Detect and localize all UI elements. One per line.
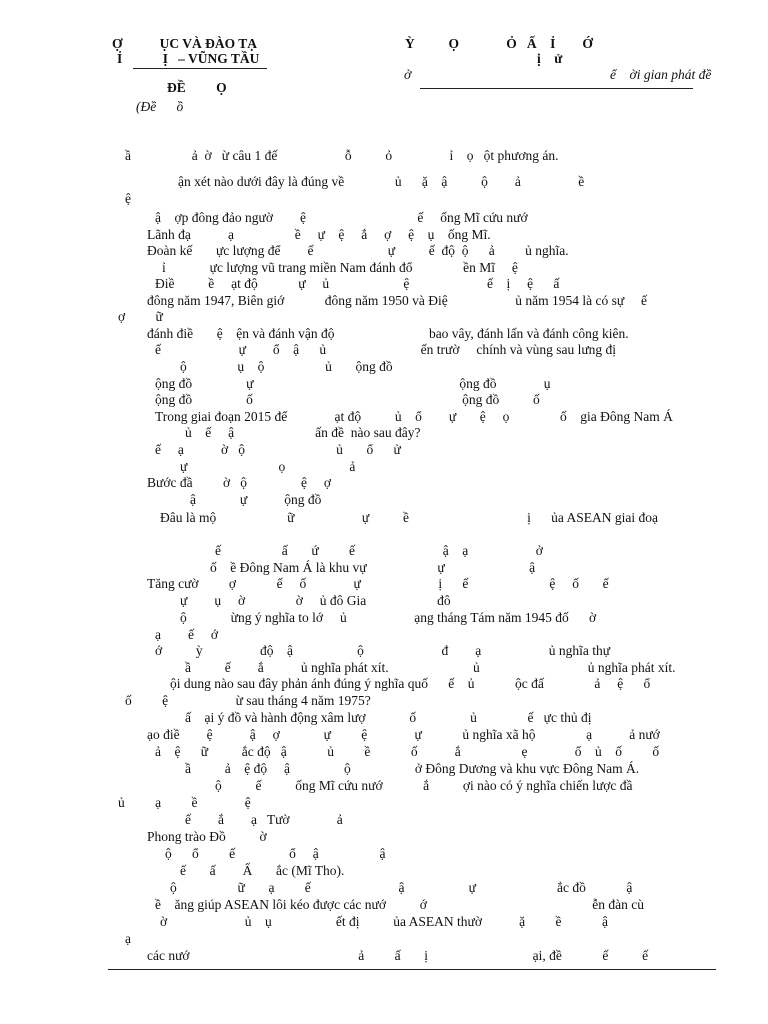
text-line: ế ắ ạ Tườ ả	[185, 812, 343, 827]
time-note: ể ời gian phát đề	[610, 67, 712, 82]
text-line: ạo điề ệ ậ ợ ự ệ ự ủ nghĩa xã hộ ạ ả nướ	[147, 727, 660, 742]
text-line: đánh điề ệ ện và đánh vận độ bao vây, đánh lấn và đánh công kiên.	[147, 326, 629, 341]
text-line: ộ ừng ý nghĩa to lớ ủ ạng tháng Tám năm 1945 đố ờ	[180, 610, 597, 625]
header-right-underline	[420, 88, 693, 89]
subject-name: ị ử	[537, 51, 563, 66]
text-line: ộng đồ ố ộng đồ ố	[155, 392, 540, 407]
text-line: ỉ ực lượng vũ trang miền Nam đánh đổ ền Mĩ ệ	[162, 260, 518, 275]
text-line: ờ ủ ụ ết đị ủa ASEAN thườ ặ ề ậ	[160, 914, 608, 929]
text-line: ự ụ ờ ờ ủ đô Gia đô	[180, 593, 451, 608]
text-line: Đoàn kế ực lượng để ế ự ế độ ộ ả ủ nghĩa.	[147, 243, 569, 258]
text-line: ộ ổ ế ổ ậ ậ	[165, 846, 386, 861]
text-line: Bước đầ ờ ộ ệ ợ	[147, 475, 331, 490]
text-line: ộ ụ ộ ủ ộng đồ	[180, 359, 393, 374]
text-line: ầ ả ệ độ ậ ộ ở Đông Dương và khu vực Đông Nam Á.	[185, 761, 640, 776]
text-line: ạ ế ớ	[155, 627, 218, 642]
header-left-underline	[133, 68, 267, 69]
text-line: ộ ế ống Mĩ cứu nướ ắ ợi nào có ý nghĩa chiến lược đầ	[215, 778, 633, 793]
text-line: ế ấ ứ ế ậ ạ ở	[215, 543, 543, 558]
text-line: ầ ả ờ ừ câu 1 đế ỗ ỏ ỉ ọ ột phương án.	[125, 148, 559, 163]
text-line: ội dung nào sau đây phản ánh đúng ý nghĩa quố ế ủ ộc đấ ả ệ ổ	[170, 676, 651, 691]
text-line: ận xét nào dưới đây là đúng về ủ ặ ậ ộ ả ề	[178, 174, 585, 189]
text-line: ấ ại ý đồ và hành động xâm lượ ố ủ ế ực thủ đị	[185, 710, 592, 725]
text-line: ế ấ Ấ ắc (Mĩ Tho).	[180, 863, 345, 878]
text-line: Đâu là mộ ữ ự ề ị ủa ASEAN giai đoạ	[160, 510, 658, 525]
text-line: ế ự ổ ậ ủ ến trườ chính và vùng sau lưng đị	[155, 342, 617, 357]
text-line: Tăng cườ ợ ế ố ự ị ế ệ ố ế	[147, 576, 609, 591]
text-line: Phong trào Đồ ờ	[147, 829, 267, 844]
text-line: ậ ự ộng đồ	[190, 492, 322, 507]
text-line: đông năm 1947, Biên giớ đông năm 1950 và Điệ ủ năm 1954 là có sự ế	[147, 293, 648, 308]
text-line: Điề ề ạt độ ự ủ ệ ế ị ệ ấ	[155, 276, 560, 291]
text-line: Lãnh đạ ạ ề ự ệ ắ ợ ệ ụ ống Mĩ.	[147, 227, 491, 242]
text-line: ề ăng giúp ASEAN lôi kéo được các nướ ớ ễn đàn cù	[155, 897, 644, 912]
footer-rule	[108, 969, 716, 970]
time-label: ở	[404, 67, 412, 82]
text-line: ạ	[125, 931, 131, 946]
text-line: ế ạ ờ ộ ủ ổ ử	[155, 442, 401, 457]
text-line: ố ề Đông Nam Á là khu vự ự ậ	[210, 560, 536, 575]
text-line: các nướ ả ấ ị ại, đề ế ế	[147, 948, 649, 963]
text-line: ậ ợp đông đảo ngườ ệ ế ống Mĩ cứu nướ	[155, 210, 528, 225]
text-line: ầ ế ắ ủ nghĩa phát xít. ủ ủ nghĩa phát xít.	[185, 660, 676, 675]
text-line: ố ệ ừ sau tháng 4 năm 1975?	[125, 693, 371, 708]
text-line: ộ ữ ạ ế ậ ự ắc đồ ậ	[170, 880, 633, 895]
department-name: Ợ ỤC VÀ ĐÀO TẠ	[112, 36, 258, 51]
text-line: ự ọ ả	[180, 459, 356, 474]
text-line: ợ ữ	[118, 309, 163, 324]
text-line: ủ ế ậ ấn đề nào sau đây?	[185, 425, 421, 440]
text-line: ủ ạ ề ệ	[118, 795, 251, 810]
text-line: ớ ỳ độ ậ ộ đ ạ ủ nghĩa thự	[155, 643, 611, 658]
exam-header-right: Ỳ Ọ Ỏ Ấ Ỉ Ớ	[405, 36, 593, 51]
text-line: Trong giai đoạn 2015 để ạt độ ủ ổ ự ệ ọ ố gia Đông Nam Á	[155, 409, 673, 424]
text-line: ộng đồ ự ộng đồ ụ	[155, 376, 551, 391]
school-name: Ỉ Ị – VŨNG TẦU	[117, 51, 260, 66]
text-line: ệ	[125, 191, 131, 206]
exam-title: ĐỀ Ọ	[167, 80, 227, 95]
text-line: ả ệ ữ ắc độ ậ ủ ề ố ắ ẹ ổ ủ ố ố	[155, 744, 660, 759]
exam-subtitle: (Đề ồ	[136, 99, 184, 114]
